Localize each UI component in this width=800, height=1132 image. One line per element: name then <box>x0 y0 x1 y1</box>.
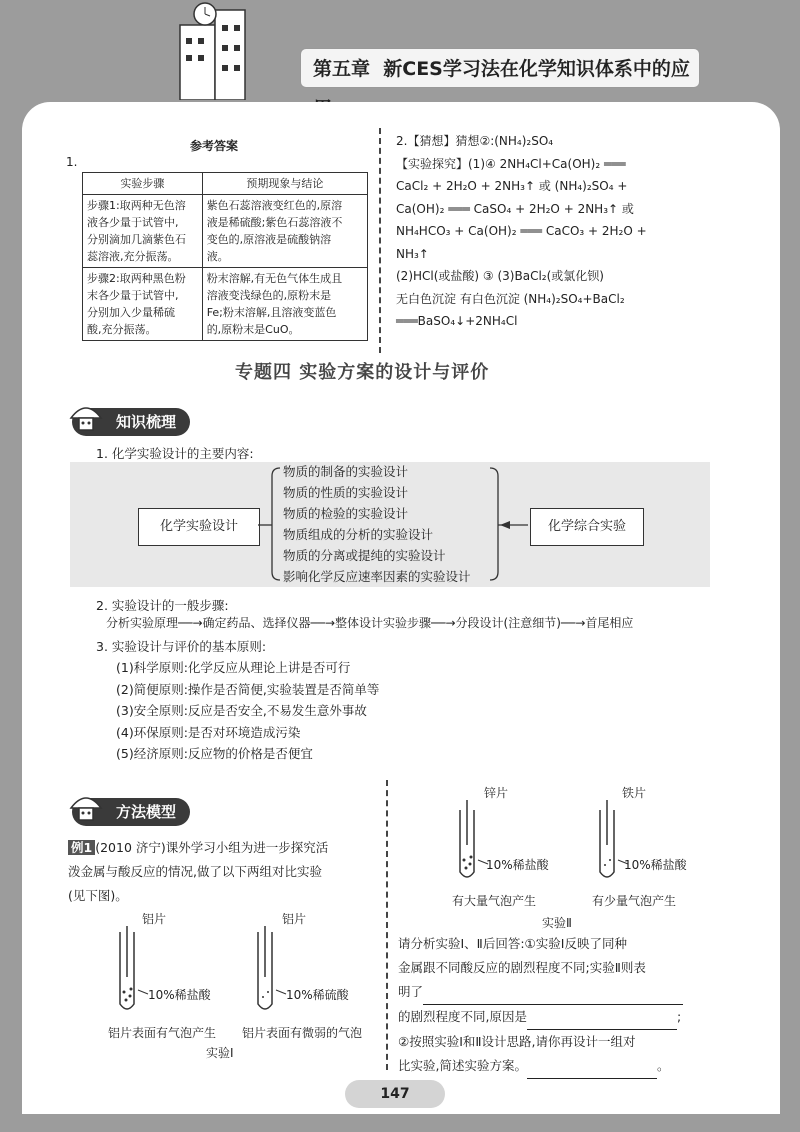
principle-item: (1)科学原则:化学反应从理论上讲是否可行 <box>116 660 351 675</box>
q2-answer: 2.【猜想】猜想②:(NH₄)₂SO₄ 【实验探究】(1)④ 2NH₄Cl+Ca(OH)₂ ═══ CaCl₂ + 2H₂O + 2NH₃↑ 或 (NH₄)₂SO₄ + Ca(OH)₂ ═══ CaSO₄ + 2H₂O + 2NH₃↑ 或 NH₄HCO₃ + Ca(OH)₂ ═══ CaCO₃ + 2H₂O + NH₃↑ (2)HCl(或盐酸) ③ (3)BaCl₂(或氯化钡) 无白色沉淀 有白色沉淀 (NH₄)₂SO₄+BaCl₂ ═══BaSO₄↓+2NH₄Cl <box>396 134 647 328</box>
table-row: 步骤2:取两种黑色粉 末各少量于试管中, 分别加入少量稀硫 酸,充分振荡。 粉末溶解,有无色气体生成且 溶液变浅绿色的,原粉末是 Fe;粉末溶解,且溶液变蓝色 的,原粉末是CuO。 <box>83 268 368 341</box>
example-text: 例1 (2010 济宁)课外学习小组为进一步探究活 泼金属与酸反应的情况,做了以下两组对比实验 (见下图)。 <box>68 840 329 903</box>
content-item: 物质的分离或提纯的实验设计 <box>283 548 446 563</box>
principle-item: (4)环保原则:是否对环境造成污染 <box>116 724 301 740</box>
experiment-2-diagram <box>440 790 700 890</box>
tube-label: 10%稀硫酸 <box>286 988 349 1002</box>
topic-title: 专题四 实验方案的设计与评价 <box>235 362 490 383</box>
chapter-number: 第五章 <box>313 58 371 80</box>
tube-label: 10%稀盐酸 <box>624 858 687 872</box>
method-badge: 方法模型 <box>72 798 190 826</box>
tube-observation: 铝片表面有微弱的气泡 <box>242 1026 363 1040</box>
tube-label: 10%稀盐酸 <box>148 988 211 1002</box>
test-tube-1 <box>120 926 134 1009</box>
test-tube-2 <box>258 926 272 1009</box>
content-item: 物质的制备的实验设计 <box>283 464 409 479</box>
table-header: 实验步骤 <box>83 173 203 195</box>
principle-item: (2)简便原则:操作是否简便,实验装置是否简单等 <box>116 681 380 697</box>
experiment-caption: 实验Ⅰ <box>206 1046 234 1060</box>
principle-item: (5)经济原则:反应物的价格是否便宜 <box>116 746 313 761</box>
comprehensive-box: 化学综合实验 <box>530 508 644 546</box>
table-header-row <box>83 173 368 195</box>
tube-observation: 有少量气泡产生 <box>592 894 677 908</box>
answer-blank[interactable] <box>423 980 683 1005</box>
q1-number: 1. <box>66 155 78 169</box>
design-box: 化学实验设计 <box>138 508 260 546</box>
tube-label: 铝片 <box>142 912 167 926</box>
answer-blank[interactable] <box>527 1005 677 1030</box>
design-steps-line: 分析实验原理──→确定药品、选择仪器──→整体设计实验步骤──→分段设计(注意细节)──→首尾相应 <box>106 616 634 630</box>
knowledge-p1: 1. 化学实验设计的主要内容: <box>96 446 254 461</box>
tube-label: 铁片 <box>622 786 647 800</box>
tube-observation: 铝片表面有气泡产生 <box>108 1026 217 1040</box>
column-divider <box>386 780 390 1070</box>
tube-label: 铝片 <box>282 912 307 926</box>
answer-blank[interactable] <box>527 1054 657 1079</box>
principles-list <box>116 657 379 765</box>
column-divider <box>379 128 383 353</box>
knowledge-badge: 知识梳理 <box>72 408 190 436</box>
table-header: 预期现象与结论 <box>202 173 367 195</box>
content-item: 物质的性质的实验设计 <box>283 485 409 500</box>
example-tag: 例1 <box>68 840 95 855</box>
mushroom-icon <box>68 792 104 824</box>
principle-item: (3)安全原则:反应是否安全,不易发生意外事故 <box>116 703 367 718</box>
tube-observation: 有大量气泡产生 <box>452 894 537 908</box>
chapter-title <box>300 48 700 88</box>
building-illustration <box>150 0 280 100</box>
question-text: 请分析实验Ⅰ、Ⅱ后回答:①实验Ⅰ反映了同种 金属跟不同酸反应的剧烈程度不同;实验Ⅱ则表 明了 的剧烈程度不同,原因是 ; ②按照实验Ⅰ和Ⅱ设计思路,请你再设计一组对 比实验,简述实验方案。 。 <box>398 932 718 1079</box>
experiment-caption: 实验Ⅱ <box>542 916 572 930</box>
table-row: 步骤1:取两种无色溶 液各少量于试管中, 分别滴加几滴紫色石 蕊溶液,充分振荡。 紫色石蕊溶液变红色的,原溶 液是稀硫酸;紫色石蕊溶液不 变色的,原溶液是硫酸钠溶 液。 <box>83 195 368 268</box>
knowledge-p3: 3. 实验设计与评价的基本原则: <box>96 639 267 654</box>
page-number: 147 <box>345 1080 445 1108</box>
tube-label: 锌片 <box>484 786 509 800</box>
knowledge-p2: 2. 实验设计的一般步骤: <box>96 598 229 613</box>
content-item: 物质组成的分析的实验设计 <box>283 527 434 542</box>
content-item: 影响化学反应速率因素的实验设计 <box>283 569 471 584</box>
answer-table <box>82 172 368 341</box>
content-item: 物质的检验的实验设计 <box>283 506 409 521</box>
answers-title: 参考答案 <box>190 139 239 153</box>
experiment-1-diagram <box>100 912 360 1022</box>
tube-label: 10%稀盐酸 <box>486 858 549 872</box>
chapter-name: 新CES学习法在化学知识体系中的应 <box>383 58 690 80</box>
mushroom-icon <box>68 402 104 434</box>
